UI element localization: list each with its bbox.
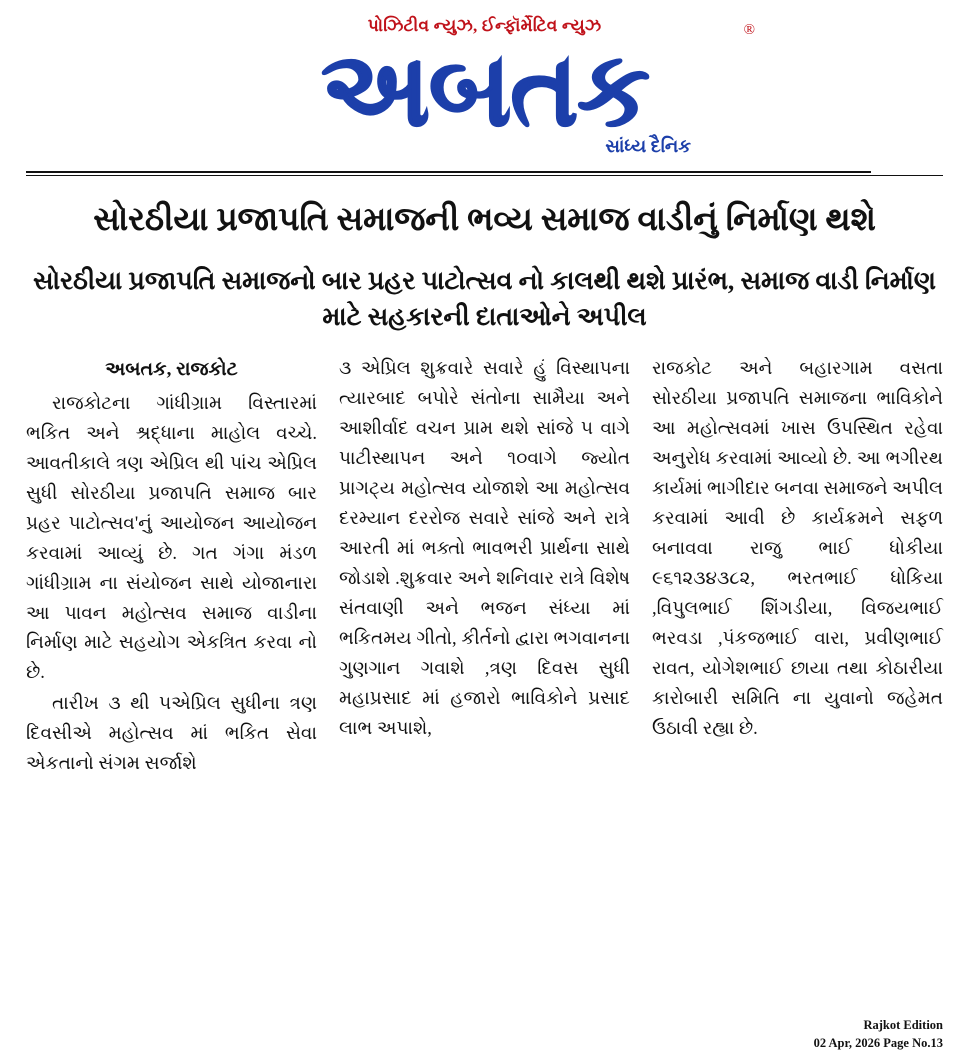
footer-date-page: 02 Apr, 2026 Page No.13: [813, 1035, 943, 1050]
paragraph: ૩ એપ્રિલ શુક્રવારે સવારે હું વિસ્થાપના ત્યારબાદ બપોરે સંતોના સામૈયા અને આશીર્વાદ વચન પ્રામ થશે સાંજે ૫ વાગે પાટીસ્થાપન અને ૧૦વાગે જ્યોત પ્રાગટ્ય મહોત્સવ યોજાશે આ મહોત્સવ દરમ્યાન દરરોજ સવારે સાંજે અને રાત્રે આરતી માં ભક્તો ભાવભરી પ્રાર્થના સાથે જોડાશે .શુક્રવાર અને શનિવાર રાત્રે વિશેષ સંતવાણી અને ભજન સંધ્યા માં ભકિતમય ગીતો, કીર્તનો દ્વારા ભગવાનના ગુણગાન ગવાશે ,ત્રણ દિવસ સુધી મહાપ્રસાદ માં હજારો ભાવિકોને પ્રસાદ લાભ અપાશે,: [339, 358, 630, 739]
byline: અબતક, રાજકોટ: [105, 358, 238, 380]
page-title: સોરઠીયા પ્રજાપતિ સમાજની ભવ્ય સમાજ વાડીનું નિર્માણ થશે: [93, 202, 876, 239]
paragraph: તારીખ ૩ થી ૫એપ્રિલ સુધીના ત્રણ દિવસીએ મહોત્સવ માં ભકિત સેવા એકતાનો સંગમ સર્જાશે: [26, 694, 317, 775]
masthead: [26, 0, 943, 157]
registered-trademark-icon: ®: [743, 22, 755, 38]
masthead-logo: અબતક: [320, 33, 649, 148]
paragraph: રાજકોટ અને બહારગામ વસતા સોરઠીયા પ્રજાપતિ સમાજના ભાવિકોને આ મહોત્સવમાં ખાસ ઉપસ્થિત રહેવા અનુરોધ કરવામાં આવ્યો છે. આ ભગીરથ કાર્યમાં ભાગીદાર બનવા સમાજને અપીલ કરવામાં આવી છે કાર્યક્રમને સફળ બનાવવા રાજુ ભાઈ ધોકીયા ૯૬૧૨૩૪૩૮૨, ભરતભાઈ ધોકિયા ,વિપુલભાઈ શિંગડીયા, વિજયભાઈ ભરવડા ,પંકજભાઈ વારા, પ્રવીણભાઈ રાવત, યોગેશભાઈ છાયા તથા કોઠારીયા કારોબારી સમિતિ ના યુવાનો જહેમત ઉઠાવી રહ્યા છે.: [652, 358, 943, 739]
article-body: [26, 355, 943, 780]
article-column-3: [652, 355, 943, 780]
article-column-2: [339, 355, 630, 780]
article-subheadline: સોરઠીયા પ્રજાપતિ સમાજનો બાર પ્રહર પાટોત્સવ નો કાલથી થશે પ્રારંભ, સમાજ વાડી નિર્માણ માટે સહકારની દાતાઓને અપીલ: [33, 266, 936, 331]
divider-notch: [871, 170, 943, 173]
paragraph: રાજકોટના ગાંધીગ્રામ વિસ્તારમાં ભકિત અને શ્રદ્ધાના માહોલ વચ્ચે. આવતીકાલે ત્રણ એપ્રિલ થી પાંચ એપ્રિલ સુધી સોરઠીયા પ્રજાપતિ સમાજ બાર પ્રહર પાટોત્સવ'નું આયોજન આયોજન કરવામાં આવ્યું છે. ગત ગંગા મંડળ ગાંધીગ્રામ ના સંયોજન સાથે યોજાનારા આ પાવન મહોત્સવ સમાજ વાડીના નિર્માણ માટે સહયોગ એકત્રિત કરવા નો છે.: [26, 393, 317, 684]
page-footer: [814, 1016, 943, 1052]
masthead-divider: [26, 171, 943, 176]
masthead-tagline: પોઝિટીવ ન્યુઝ, ઈન્ફૉર્મેટિવ ન્યુઝ: [367, 16, 602, 35]
article-column-1: [26, 355, 317, 780]
footer-edition: Rajkot Edition: [863, 1017, 943, 1032]
divider-thick: [26, 171, 943, 173]
masthead-subtitle: સાંધ્ય દૈનિક: [605, 136, 691, 157]
divider-thin: [26, 175, 943, 176]
